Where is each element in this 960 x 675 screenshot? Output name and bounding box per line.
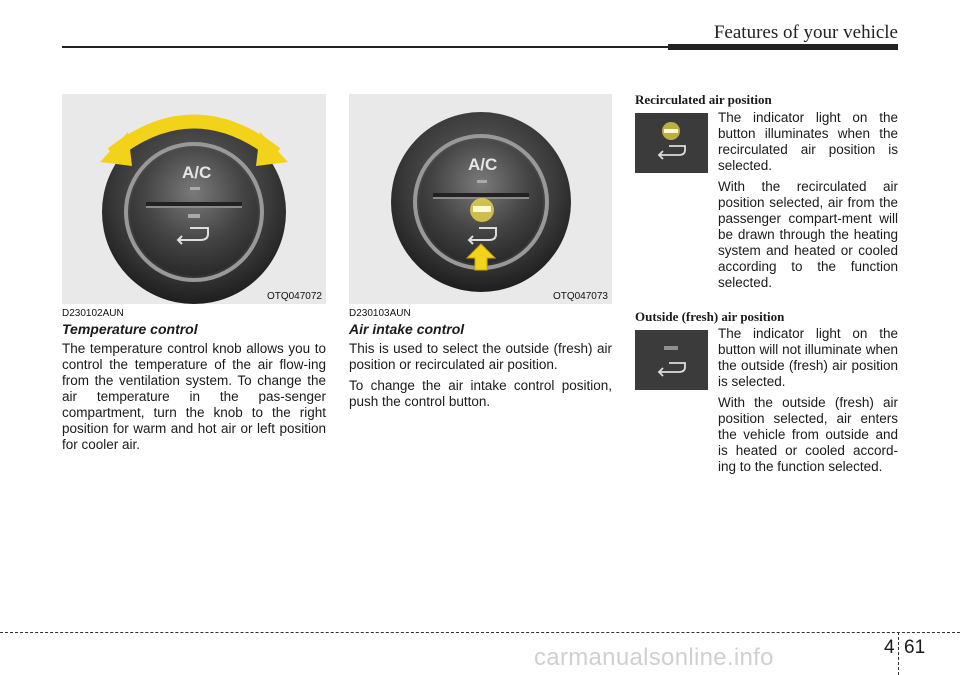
header-rule-accent <box>668 44 898 50</box>
page-number: 61 <box>904 637 926 658</box>
paragraph: The indicator light on the button will not illuminate when the outside (fresh) air position is selected. <box>718 326 898 389</box>
body-text <box>349 341 612 415</box>
temperature-knob-figure <box>62 94 326 304</box>
doc-code: D230103AUN <box>349 308 411 319</box>
paragraph: With the recirculated air position selected, air from the passenger compart-ment will be drawn through the heating system and heated or cooled according to the function selected. <box>718 179 898 290</box>
chapter-number: 4 <box>884 637 895 658</box>
figure-code: OTQ047073 <box>552 291 608 302</box>
recirc-indicator-illustration <box>635 113 708 173</box>
indicator-glow <box>470 198 494 222</box>
doc-code: D230102AUN <box>62 308 124 319</box>
paragraph: This is used to select the outside (fresh) air position or recirculated air position. <box>349 341 612 372</box>
body-text <box>62 341 326 458</box>
subsection-heading: Outside (fresh) air position <box>635 309 785 324</box>
ac-label: A/C <box>182 163 212 182</box>
subsection-heading: Recirculated air position <box>635 92 772 107</box>
paragraph: To change the air intake control position, push the control button. <box>349 378 612 409</box>
air-intake-figure <box>349 94 612 304</box>
section-heading: Air intake control <box>349 321 465 337</box>
paragraph: The temperature control knob allows you to control the temperature of the air flow-ing from the ventilation system. To change the air temperature in the pas-senger compartment, turn the knob to the right position for warm and hot air or left position for cooler air. <box>62 341 326 452</box>
page-number-separator <box>898 632 899 675</box>
section-title: Features of your vehicle <box>713 22 898 43</box>
fresh-indicator-illustration <box>635 330 708 390</box>
fresh-indicator-figure <box>635 330 708 390</box>
watermark: carmanualsonline.info <box>534 644 774 671</box>
paragraph: The indicator light on the button illuminates when the recirculated air position is selected. <box>718 110 898 173</box>
section-heading: Temperature control <box>62 321 198 337</box>
paragraph: With the outside (fresh) air position selected, air enters the vehicle from outside and is heated or cooled accord-ing to the function selected. <box>718 395 898 474</box>
ac-label: A/C <box>468 155 498 174</box>
arrow-left-head <box>100 132 132 166</box>
air-intake-illustration <box>349 94 612 304</box>
footer-rule <box>0 632 960 633</box>
body-text <box>718 326 898 480</box>
temperature-knob-illustration <box>62 94 326 304</box>
arrow-right-head <box>256 132 288 166</box>
recirc-indicator-figure <box>635 113 708 173</box>
figure-code: OTQ047072 <box>266 291 322 302</box>
body-text <box>718 110 898 296</box>
